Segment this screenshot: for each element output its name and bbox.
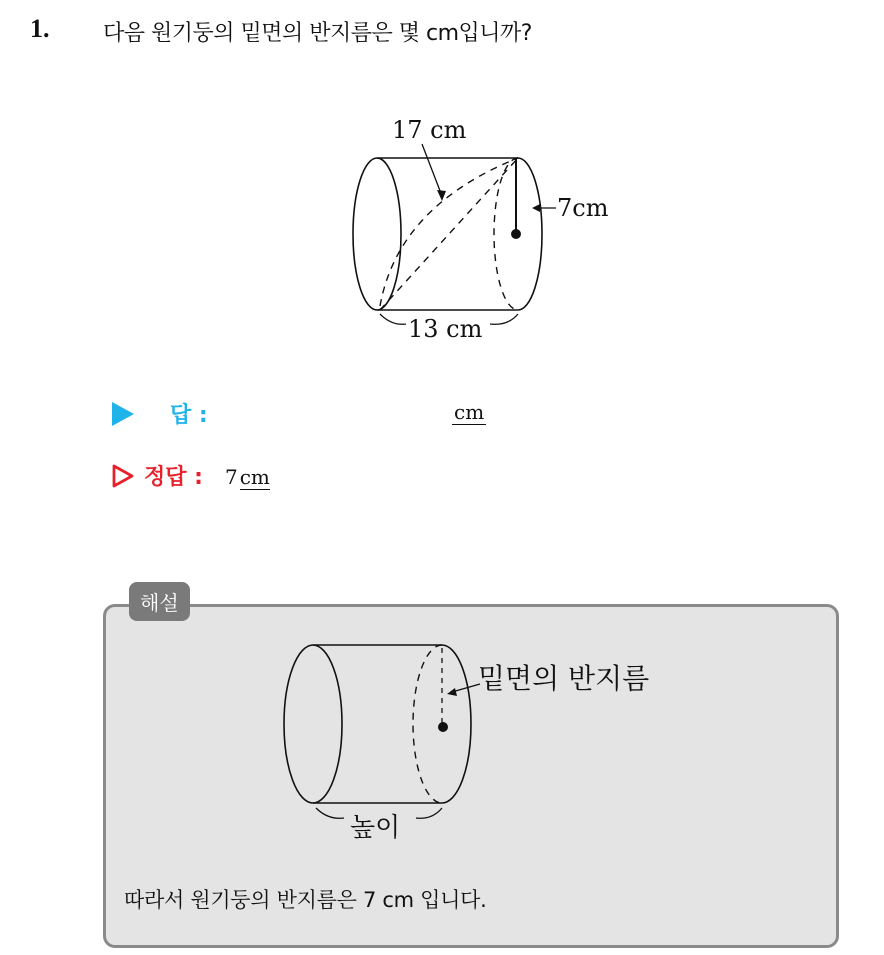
answer-unit-blank[interactable]: cm: [454, 400, 485, 424]
right-base-visible: [518, 158, 542, 310]
radius-label: 7cm: [557, 194, 609, 222]
cylinder-figure: [340, 110, 640, 350]
question-text: 다음 원기둥의 밑면의 반지름은 몇 cm입니까?: [103, 21, 532, 46]
exp-height-label: 높이: [350, 813, 401, 843]
diagonal-leader: [422, 144, 442, 196]
correct-answer-value: [225, 465, 270, 489]
radius-leader-arrow: [532, 204, 540, 212]
explanation-text: 따라서 원기둥의 반지름은 7 cm 입니다.: [124, 888, 487, 912]
exp-height-brace-left: [316, 808, 344, 818]
exp-radius-leader-arrow: [447, 688, 457, 696]
play-icon: [112, 402, 134, 426]
correct-answer-label: 정답 :: [144, 465, 203, 490]
exp-radius-leader: [452, 684, 480, 692]
diagonal-leader-arrow: [437, 190, 446, 201]
exp-height-brace-right: [416, 808, 442, 818]
answer-row: [112, 398, 208, 429]
height-label: 13 cm: [408, 315, 483, 343]
exp-left-base: [284, 645, 342, 803]
explanation-cylinder-figure: [270, 640, 690, 860]
diagonal-label: 17 cm: [392, 116, 467, 144]
correct-answer-number: 7: [224, 465, 238, 489]
left-base-ellipse: [353, 158, 401, 310]
height-brace: [380, 314, 406, 324]
correct-answer-unit: cm: [239, 465, 270, 489]
correct-answer-row: [112, 460, 270, 491]
answer-label: 답 :: [170, 403, 208, 428]
exp-right-hidden: [413, 645, 442, 803]
question-number: 1.: [30, 14, 50, 43]
center-dot: [511, 229, 521, 239]
exp-radius-label: 밑면의 반지름: [478, 662, 650, 695]
height-brace-right: [490, 314, 518, 324]
explanation-tag: 해설: [129, 582, 190, 621]
outline-play-icon: [112, 464, 134, 488]
exp-center-dot: [438, 722, 448, 732]
